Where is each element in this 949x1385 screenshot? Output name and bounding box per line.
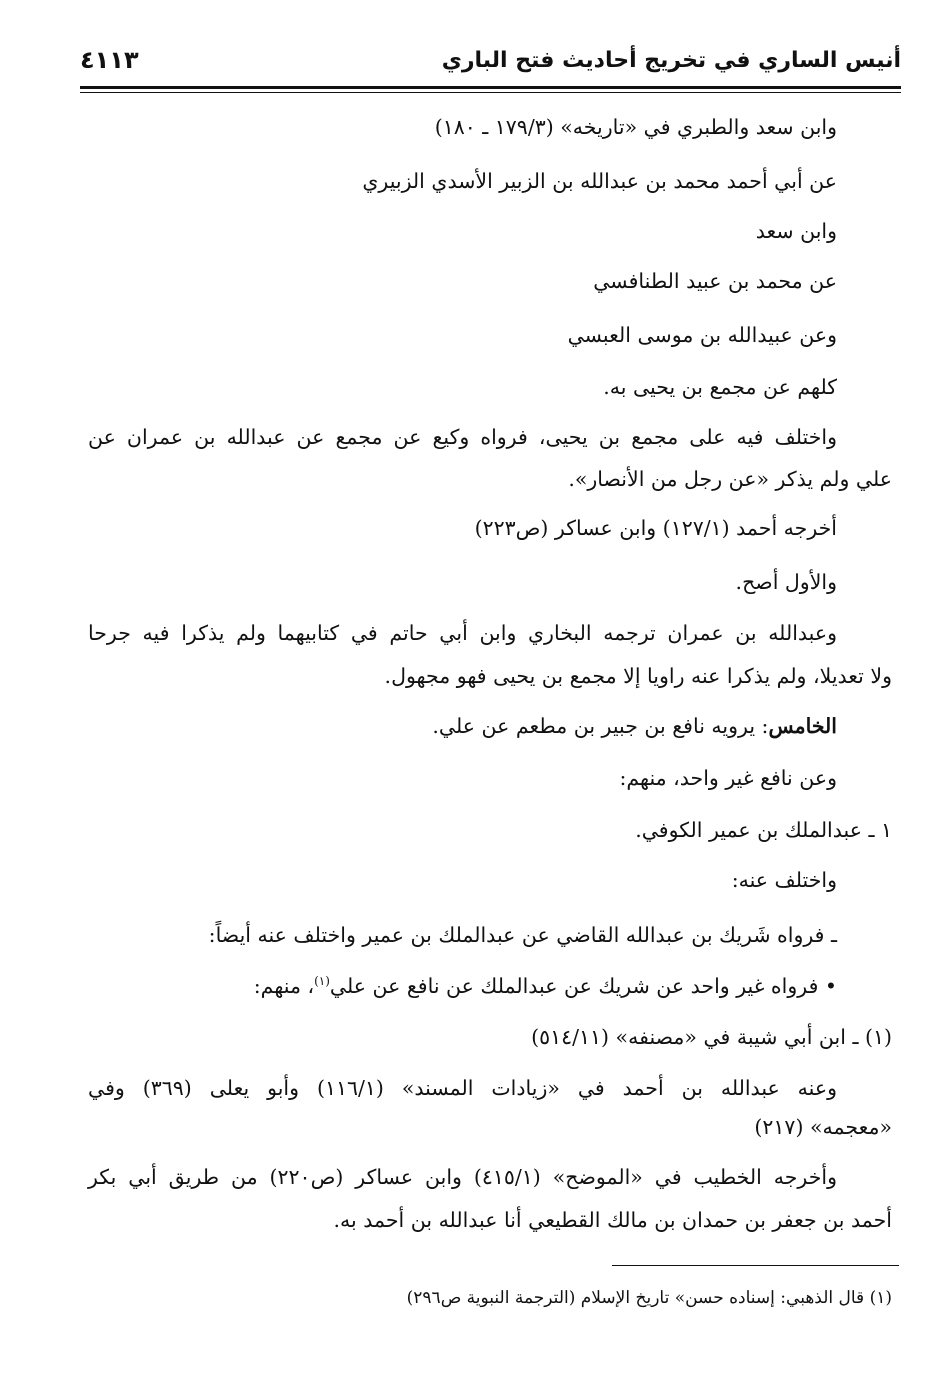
text-line: علي ولم يذكر «عن رجل من الأنصار». bbox=[568, 467, 892, 491]
text-line: وأخرجه الخطيب في «الموضح» (٤١٥/١) وابن عساكر (ص٢٢٠) من طريق أبي بكر bbox=[88, 1165, 838, 1189]
text-line: واختلف فيه على مجمع بن يحيى، فرواه وكيع عن مجمع عن عبدالله بن عمران عن bbox=[88, 425, 837, 449]
text-line: أحمد بن جعفر بن حمدان بن مالك القطيعي أنا عبدالله بن أحمد به. bbox=[333, 1208, 892, 1232]
text-line: وابن سعد والطبري في «تاريخه» (١٧٩/٣ ـ ١٨٠) bbox=[434, 115, 837, 139]
text-line: كلهم عن مجمع بن يحيى به. bbox=[603, 375, 837, 399]
text-line: وعن عبيدالله بن موسى العبسي bbox=[567, 323, 837, 347]
running-header bbox=[80, 42, 901, 82]
header-rule-thick bbox=[80, 86, 901, 89]
section-heading-line bbox=[432, 716, 837, 737]
text-line: أخرجه أحمد (١٢٧/١) وابن عساكر (ص٢٢٣) bbox=[474, 516, 837, 540]
text-line: وعبدالله بن عمران ترجمه البخاري وابن أبي حاتم في كتابيهما ولم يذكرا فيه جرحا bbox=[88, 621, 837, 645]
text-segment: • فرواه غير واحد عن شريك عن عبدالملك عن نافع عن علي bbox=[329, 973, 837, 998]
text-line: ولا تعديلا، ولم يذكرا عنه راويا إلا مجمع بن يحيى فهو مجهول. bbox=[384, 664, 892, 688]
text-line: واختلف عنه: bbox=[731, 868, 837, 892]
text-line: «معجمه» (٢١٧) bbox=[754, 1115, 892, 1139]
book-title: أنيس الساري في تخريج أحاديث فتح الباري bbox=[441, 48, 901, 73]
section-text: : يرويه نافع بن جبير بن مطعم عن علي. bbox=[432, 714, 769, 738]
text-line: عن محمد بن عبيد الطنافسي bbox=[593, 269, 837, 293]
text-line: وعن نافع غير واحد، منهم: bbox=[619, 766, 837, 790]
section-label: الخامس bbox=[768, 714, 837, 738]
text-line: وابن سعد bbox=[755, 219, 837, 243]
text-line: وعنه عبدالله بن أحمد في «زيادات المسند» (١١٦/١) وأبو يعلى (٣٦٩) وفي bbox=[88, 1076, 837, 1100]
page-number: ٤١١٣ bbox=[80, 46, 139, 74]
text-segment: ، منهم: bbox=[253, 973, 315, 998]
list-item: ١ ـ عبدالملك بن عمير الكوفي. bbox=[635, 818, 892, 842]
footnote-separator bbox=[612, 1265, 899, 1266]
footnote-ref: (١) bbox=[314, 974, 330, 988]
text-line: والأول أصح. bbox=[735, 570, 837, 594]
text-line: (١) ـ ابن أبي شيبة في «مصنفه» (٥١٤/١١) bbox=[531, 1025, 892, 1049]
header-rule-thin bbox=[80, 92, 901, 93]
text-line: عن أبي أحمد محمد بن عبدالله بن الزبير الأسدي الزبيري bbox=[362, 169, 837, 193]
text-line-with-note bbox=[254, 975, 837, 996]
text-line: ـ فرواه شَريك بن عبدالله القاضي عن عبدالملك بن عمير واختلف عنه أيضاً: bbox=[208, 923, 837, 947]
footnote: (١) قال الذهبي: إسناده حسن» تاريخ الإسلام (الترجمة النبوية ص٢٩٦) bbox=[406, 1288, 892, 1308]
